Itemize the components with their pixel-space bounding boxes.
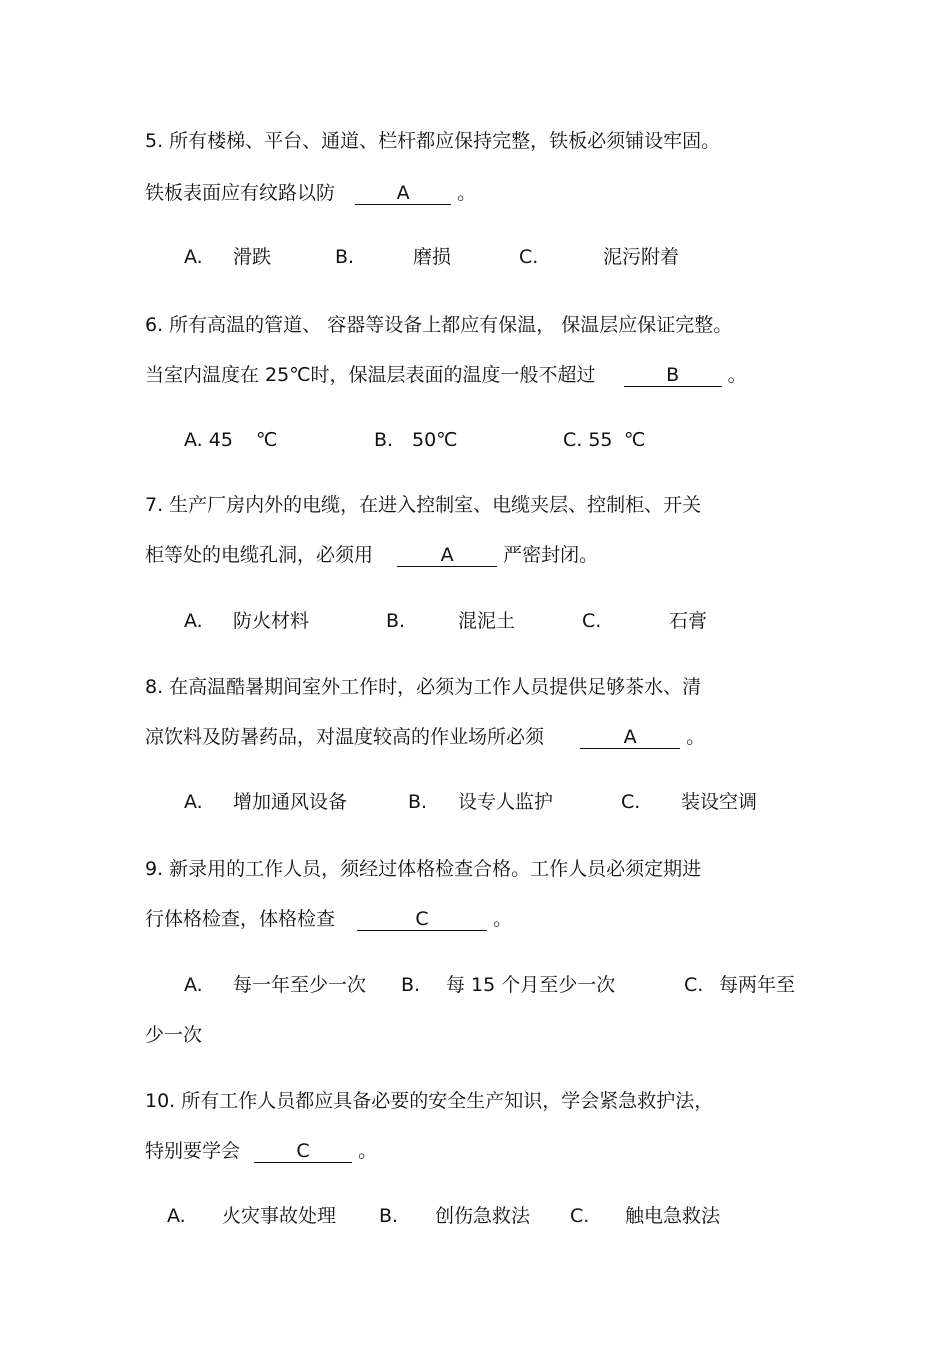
question-7-stem: 柜等处的电缆孔洞，必须用 — [145, 544, 374, 566]
question-6-answer: B — [624, 364, 722, 387]
question-8-option-a-label: A. — [184, 791, 203, 813]
question-7-option-a-text: 防火材料 — [233, 610, 310, 632]
question-8-option-c-label: C. — [621, 791, 641, 813]
question-5-line-2 — [145, 180, 476, 206]
question-6-line-1: 6. 所有高温的管道、 容器等设备上都应有保温， 保温层应保证完整。 — [145, 314, 733, 336]
question-7-option-c-label: C. — [582, 610, 602, 632]
question-7-option-b-text: 混泥土 — [458, 610, 516, 632]
question-5-option-a-label: A. — [184, 246, 203, 268]
question-7-option-c-text: 石膏 — [669, 610, 708, 632]
question-9-option-b-label: B. — [401, 974, 421, 996]
question-5-option-a-text: 滑跌 — [233, 246, 272, 268]
question-5-answer: A — [355, 182, 451, 205]
question-8-option-c-text: 装设空调 — [681, 791, 758, 813]
question-8-line-2 — [145, 724, 705, 750]
question-9-option-c-continuation: 少一次 — [145, 1024, 203, 1046]
question-9-answer: C — [357, 908, 487, 931]
question-8-option-a-text: 增加通风设备 — [233, 791, 348, 813]
question-5-option-b-text: 磨损 — [413, 246, 452, 268]
question-9-option-a-text: 每一年至少一次 — [233, 974, 367, 996]
question-8-answer: A — [580, 726, 680, 749]
question-6-line-2 — [145, 362, 747, 388]
question-9-stem: 行体格检查，体格检查 — [145, 908, 336, 930]
question-8-stem: 凉饮料及防暑药品，对温度较高的作业场所必须 — [145, 726, 545, 748]
question-5-line-1: 5. 所有楼梯、平台、通道、栏杆都应保持完整，铁板必须铺设牢固。 — [145, 130, 721, 152]
question-6-stem: 当室内温度在 25℃时，保温层表面的温度一般不超过 — [145, 364, 596, 386]
question-10-stem: 特别要学会 — [145, 1140, 241, 1162]
question-7-option-a-label: A. — [184, 610, 203, 632]
question-9-option-a-label: A. — [184, 974, 203, 996]
question-9-option-c-text: 每两年至 — [719, 974, 796, 996]
question-6-option-b-text: 50℃ — [412, 429, 458, 451]
question-8-tail: 。 — [686, 726, 706, 748]
question-10-line-2 — [145, 1138, 377, 1164]
question-5-tail: 。 — [457, 182, 477, 204]
question-10-option-c-label: C. — [570, 1205, 590, 1227]
question-10-option-b-label: B. — [379, 1205, 399, 1227]
question-9-line-2 — [145, 906, 512, 932]
question-7-option-b-label: B. — [386, 610, 406, 632]
question-9-tail: 。 — [493, 908, 513, 930]
question-6-option-c-label: C. 55 — [563, 429, 613, 451]
question-9-line-1: 9. 新录用的工作人员，须经过体格检查合格。工作人员必须定期进 — [145, 858, 702, 880]
question-10-option-a-label: A. — [167, 1205, 186, 1227]
question-6-option-b-label: B. — [374, 429, 394, 451]
question-10-option-a-text: 火灾事故处理 — [222, 1205, 337, 1227]
question-7-line-2 — [145, 542, 598, 568]
question-8-option-b-label: B. — [408, 791, 428, 813]
question-10-line-1: 10. 所有工作人员都应具备必要的安全生产知识，学会紧急救护法， — [145, 1090, 714, 1112]
question-9-option-b-text: 每 15 个月至少一次 — [446, 974, 616, 996]
question-5-option-c-text: 泥污附着 — [603, 246, 680, 268]
question-7-tail: 严密封闭。 — [503, 544, 599, 566]
question-6-option-a-label: A. 45 — [184, 429, 233, 451]
question-6-tail: 。 — [727, 364, 747, 386]
question-5-stem: 铁板表面应有纹路以防 — [145, 182, 336, 204]
question-6-option-a-unit: ℃ — [256, 429, 278, 451]
question-10-option-c-text: 触电急救法 — [625, 1205, 721, 1227]
question-10-tail: 。 — [358, 1140, 378, 1162]
question-10-option-b-text: 创伤急救法 — [435, 1205, 531, 1227]
question-8-line-1: 8. 在高温酷暑期间室外工作时，必须为工作人员提供足够茶水、清 — [145, 676, 702, 698]
question-7-line-1: 7. 生产厂房内外的电缆，在进入控制室、电缆夹层、控制柜、开关 — [145, 494, 702, 516]
question-8-option-b-text: 设专人监护 — [458, 791, 554, 813]
question-9-option-c-label: C. — [684, 974, 704, 996]
question-10-answer: C — [254, 1140, 352, 1163]
question-5-option-c-label: C. — [519, 246, 539, 268]
question-6-option-c-unit: ℃ — [624, 429, 646, 451]
question-7-answer: A — [397, 544, 497, 567]
question-5-option-b-label: B. — [335, 246, 355, 268]
